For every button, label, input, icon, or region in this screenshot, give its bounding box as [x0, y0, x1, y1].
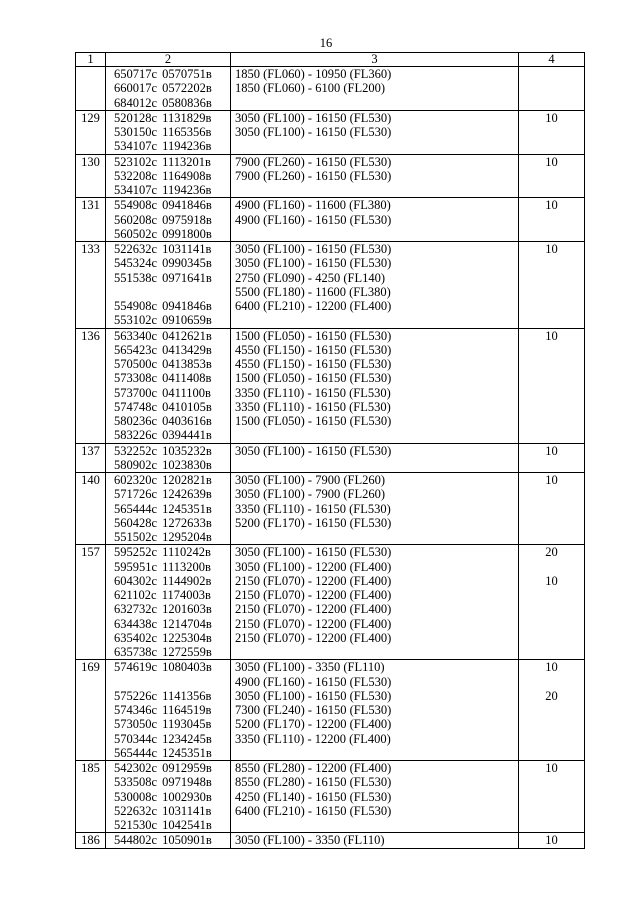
table-row [76, 328, 585, 443]
coordinate-point: 533508с 0971948в [114, 775, 212, 790]
coordinate-point: 573308с 0411408в [114, 371, 212, 386]
coordinate-point: 580236с 0403616в [114, 414, 212, 428]
coordinate-point: 530150с 1165356в [114, 125, 212, 139]
coordinates-cell [106, 761, 231, 833]
coordinate-point: 604302с 1144902в [114, 573, 212, 588]
value-text: 10 [545, 660, 558, 675]
coordinate-point: 635738с 1272559в [114, 645, 212, 659]
row-number-cell: 129 [76, 110, 106, 154]
altitude-range: 6400 (FL210) - 12200 (FL400) [235, 299, 392, 313]
coordinate-point: 565444с 1245351в [114, 501, 212, 516]
coordinate-point: 580902с 1023830в [114, 457, 212, 472]
table-header [76, 53, 585, 67]
altitude-range: 2150 (FL070) - 12200 (FL400) [235, 588, 392, 602]
altitude-range: 4900 (FL160) - 16150 (FL530) [235, 674, 392, 689]
coordinate-point: 650717с 0570751в [114, 67, 212, 81]
altitude-range: 3050 (FL100) - 3350 (FL110) [235, 833, 385, 848]
altitude-range-cell [231, 110, 519, 154]
altitude-range-cell [231, 660, 519, 761]
value-text: 10 [545, 443, 558, 458]
coordinate-point: 583226с 0394441в [114, 428, 212, 443]
coordinate-point: 570500с 0413853в [114, 357, 212, 371]
coordinate-point: 522632с 1031141в [114, 242, 212, 256]
altitude-range: 3050 (FL100) - 7900 (FL260) [235, 473, 385, 487]
altitude-range: 3050 (FL100) - 3350 (FL110) [235, 660, 385, 675]
altitude-range: 3050 (FL100) - 12200 (FL400) [235, 559, 392, 574]
coordinates-cell [106, 473, 231, 545]
row-number-cell: 157 [76, 545, 106, 660]
coordinate-point: 621102с 1174003в [114, 588, 211, 602]
coordinate-point: 634438с 1214704в [114, 616, 212, 631]
row-number-cell: 186 [76, 833, 106, 848]
row-number-cell: 133 [76, 242, 106, 329]
coordinates-cell [106, 67, 231, 111]
value-text: 10 [545, 110, 558, 125]
value-cell [519, 443, 585, 473]
altitude-range: 3050 (FL100) - 16150 (FL530) [235, 688, 392, 703]
altitude-range-cell [231, 154, 519, 198]
coordinate-point: 595252с 1110242в [114, 545, 211, 560]
coordinate-point: 570344с 1234245в [114, 731, 212, 746]
coordinate-point: 574346с 1164519в [114, 703, 212, 717]
coordinate-point: 544802с 1050901в [114, 833, 212, 848]
table-row [76, 660, 585, 761]
page-number: 16 [319, 36, 333, 50]
table-row [76, 833, 585, 848]
altitude-range-cell [231, 67, 519, 111]
coordinate-point: 554908с 0941846в [114, 299, 212, 313]
altitude-range: 3350 (FL110) - 12200 (FL400) [235, 731, 391, 746]
altitude-range: 3050 (FL100) - 7900 (FL260) [235, 487, 385, 502]
altitude-range: 1500 (FL050) - 16150 (FL530) [235, 328, 392, 343]
coordinate-point: 660017с 0572202в [114, 81, 212, 96]
altitude-range: 1850 (FL060) - 10950 (FL360) [235, 67, 392, 81]
value-text: 10 [545, 761, 558, 775]
altitude-range: 3050 (FL100) - 16150 (FL530) [235, 125, 392, 139]
altitude-range: 2750 (FL090) - 4250 (FL140) [235, 270, 385, 285]
altitude-range: 4900 (FL160) - 16150 (FL530) [235, 212, 392, 227]
data-table [75, 52, 585, 849]
coordinate-point: 532208с 1164908в [114, 168, 212, 183]
coordinate-point: 563340с 0412621в [114, 328, 212, 343]
coordinate-point: 684012с 0580836в [114, 95, 212, 110]
coordinate-point: 560502с 0991800в [114, 226, 212, 241]
altitude-range: 5500 (FL180) - 11600 (FL380) [235, 284, 391, 299]
altitude-range: 1850 (FL060) - 6100 (FL200) [235, 81, 385, 96]
coordinate-point: 571726с 1242639в [114, 487, 212, 502]
coordinate-point: 545324с 0990345в [114, 256, 212, 271]
table-row [76, 242, 585, 329]
coordinates-cell [106, 110, 231, 154]
altitude-range: 6400 (FL210) - 16150 (FL530) [235, 803, 392, 818]
coordinate-point: 574748с 0410105в [114, 399, 212, 414]
altitude-range: 2150 (FL070) - 12200 (FL400) [235, 616, 392, 631]
value-cell [519, 545, 585, 660]
coordinate-point: 574619с 1080403в [114, 660, 212, 675]
column-header-4: 4 [519, 53, 585, 67]
altitude-range: 3050 (FL100) - 16150 (FL530) [235, 545, 392, 560]
coordinate-point: 534107с 1194236в [114, 183, 212, 197]
value-cell [519, 154, 585, 198]
coordinate-point: 523102с 1113201в [114, 154, 211, 169]
value-cell [519, 761, 585, 833]
altitude-range: 8550 (FL280) - 16150 (FL530) [235, 775, 392, 790]
coordinate-point: 534107с 1194236в [114, 139, 212, 154]
table-row [76, 473, 585, 545]
altitude-range: 4550 (FL150) - 16150 (FL530) [235, 357, 392, 371]
altitude-range-cell [231, 473, 519, 545]
coordinates-cell [106, 328, 231, 443]
coordinate-point: 522632с 1031141в [114, 803, 212, 818]
altitude-range: 4250 (FL140) - 16150 (FL530) [235, 789, 392, 804]
altitude-range: 3050 (FL100) - 16150 (FL530) [235, 110, 392, 125]
coordinate-point [114, 675, 230, 689]
coordinates-cell [106, 660, 231, 761]
altitude-range-cell [231, 198, 519, 242]
altitude-range-cell [231, 545, 519, 660]
column-header-2: 2 [106, 53, 231, 67]
altitude-range: 2150 (FL070) - 12200 (FL400) [235, 630, 392, 645]
value-text: 10 [545, 154, 558, 169]
coordinates-cell [106, 833, 231, 848]
coordinate-point: 560208с 0975918в [114, 212, 212, 227]
value-text: 10 [545, 198, 558, 213]
altitude-range: 5200 (FL170) - 12200 (FL400) [235, 717, 392, 732]
altitude-range: 1500 (FL050) - 16150 (FL530) [235, 414, 392, 428]
row-number-cell: 137 [76, 443, 106, 473]
altitude-range: 2150 (FL070) - 12200 (FL400) [235, 602, 392, 617]
row-number-cell: 185 [76, 761, 106, 833]
coordinate-point: 551538с 0971641в [114, 270, 212, 285]
coordinates-cell [106, 198, 231, 242]
value-cell [519, 198, 585, 242]
value-text: 10 [545, 473, 558, 487]
column-header-1: 1 [76, 53, 106, 67]
altitude-range: 7300 (FL240) - 16150 (FL530) [235, 703, 392, 717]
altitude-range: 5200 (FL170) - 16150 (FL530) [235, 515, 392, 530]
altitude-range: 2150 (FL070) - 12200 (FL400) [235, 573, 392, 588]
value-cell [519, 328, 585, 443]
altitude-range: 8550 (FL280) - 12200 (FL400) [235, 761, 392, 775]
coordinate-point [114, 285, 230, 299]
table-row [76, 110, 585, 154]
row-number-cell: 169 [76, 660, 106, 761]
value-text: 10 [545, 573, 558, 588]
coordinate-point: 575226с 1141356в [114, 688, 212, 703]
coordinate-point: 551502с 1295204в [114, 530, 212, 544]
coordinates-cell [106, 242, 231, 329]
row-number-cell: 131 [76, 198, 106, 242]
table-row [76, 67, 585, 111]
altitude-range-cell [231, 443, 519, 473]
coordinate-point: 532252с 1035232в [114, 443, 212, 458]
row-number-cell: 130 [76, 154, 106, 198]
coordinate-point: 520128с 1131829в [114, 110, 212, 125]
coordinate-point: 553102с 0910659в [114, 313, 212, 328]
coordinates-cell [106, 443, 231, 473]
table-row [76, 198, 585, 242]
table-row [76, 443, 585, 473]
altitude-range: 3050 (FL100) - 16150 (FL530) [235, 443, 392, 458]
value-text: 20 [545, 545, 558, 560]
value-cell [519, 473, 585, 545]
coordinate-point: 565423с 0413429в [114, 342, 212, 357]
coordinate-point: 542302с 0912959в [114, 761, 212, 775]
value-cell [519, 660, 585, 761]
value-text [519, 675, 584, 689]
value-cell [519, 833, 585, 848]
value-cell [519, 110, 585, 154]
table-body [76, 67, 585, 849]
coordinate-point: 595951с 1113200в [114, 559, 211, 574]
altitude-range: 7900 (FL260) - 16150 (FL530) [235, 168, 392, 183]
value-text [519, 560, 584, 574]
coordinate-point: 521530с 1042541в [114, 818, 212, 832]
coordinate-point: 573700с 0411100в [114, 385, 211, 400]
value-cell [519, 67, 585, 111]
coordinate-point: 560428с 1272633в [114, 515, 212, 530]
table-row [76, 545, 585, 660]
coordinate-point: 573050с 1193045в [114, 717, 212, 732]
coordinate-point: 632732с 1201603в [114, 602, 212, 617]
altitude-range-cell [231, 761, 519, 833]
coordinates-cell [106, 545, 231, 660]
row-number-cell: 140 [76, 473, 106, 545]
row-number-cell [76, 67, 106, 111]
value-text: 10 [545, 833, 558, 848]
value-text: 10 [545, 328, 558, 343]
altitude-range-cell [231, 328, 519, 443]
altitude-range: 3050 (FL100) - 16150 (FL530) [235, 256, 392, 271]
table-row [76, 154, 585, 198]
altitude-range: 4550 (FL150) - 16150 (FL530) [235, 342, 392, 357]
column-header-3: 3 [231, 53, 519, 67]
coordinate-point: 565444с 1245351в [114, 745, 212, 760]
altitude-range: 4900 (FL160) - 11600 (FL380) [235, 198, 391, 213]
value-cell [519, 242, 585, 329]
altitude-range: 3350 (FL110) - 16150 (FL530) [235, 385, 391, 400]
coordinate-point: 602320с 1202821в [114, 473, 212, 487]
altitude-range: 3350 (FL110) - 16150 (FL530) [235, 399, 391, 414]
altitude-range-cell [231, 242, 519, 329]
coordinate-point: 635402с 1225304в [114, 630, 212, 645]
value-text: 20 [545, 688, 558, 703]
altitude-range: 3350 (FL110) - 16150 (FL530) [235, 501, 391, 516]
altitude-range-cell [231, 833, 519, 848]
table-header-row [76, 53, 585, 67]
altitude-range: 1500 (FL050) - 16150 (FL530) [235, 371, 392, 386]
coordinates-cell [106, 154, 231, 198]
value-text: 10 [545, 242, 558, 256]
altitude-range: 7900 (FL260) - 16150 (FL530) [235, 154, 392, 169]
coordinate-point: 530008с 1002930в [114, 789, 212, 804]
row-number-cell: 136 [76, 328, 106, 443]
table-row [76, 761, 585, 833]
coordinate-point: 554908с 0941846в [114, 198, 212, 213]
altitude-range: 3050 (FL100) - 16150 (FL530) [235, 242, 392, 256]
